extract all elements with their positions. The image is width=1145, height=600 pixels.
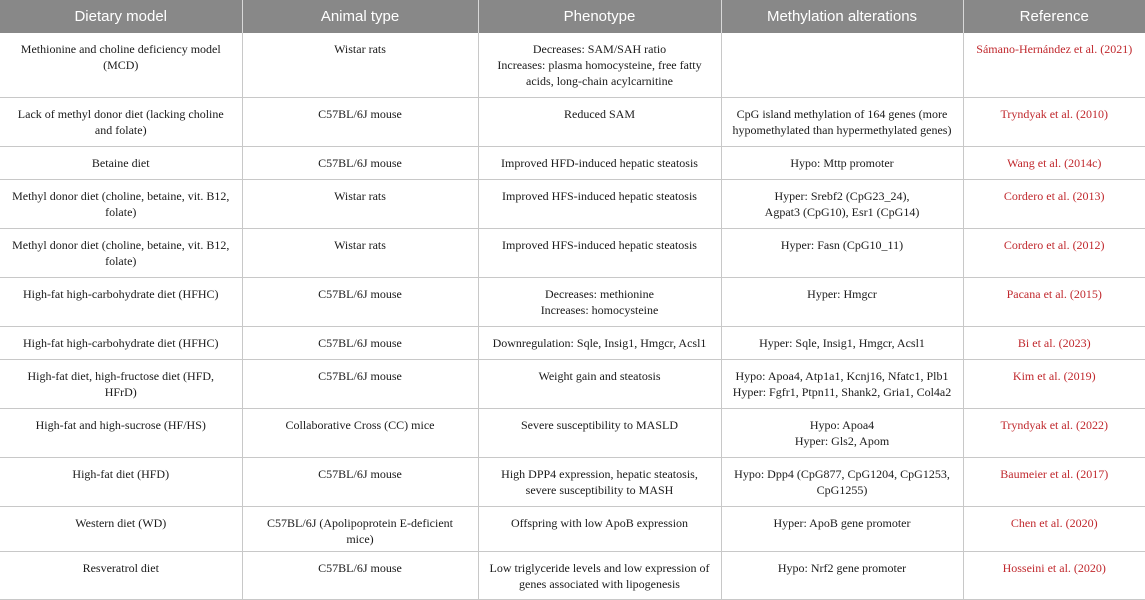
methylation-cell [721, 179, 963, 228]
methylation-cell-line: Agpat3 (CpG10), Esr1 (CpG14) [764, 204, 920, 219]
dietary-model-cell [0, 33, 242, 97]
methylation-cell [721, 326, 963, 359]
table-row [0, 277, 1145, 326]
methylation-cell-line: Hyper: Fasn (CpG10_11) [780, 237, 904, 252]
methylation-cell-line: Hyper: Hmgcr [807, 286, 877, 301]
phenotype-cell [478, 506, 721, 551]
methylation-cell-line: CpG island methylation of 164 genes (more [736, 106, 948, 121]
methylation-cell-line: Hypo: Apoa4 [809, 417, 875, 432]
methylation-cell [721, 359, 963, 408]
header-reference: Reference [963, 0, 1145, 33]
phenotype-cell-line: Increases: homocysteine [540, 302, 659, 317]
phenotype-cell-line: Offspring with low ApoB expression [510, 515, 689, 530]
table-row [0, 506, 1145, 551]
animal-type-cell [242, 179, 478, 228]
phenotype-cell [478, 228, 721, 277]
dietary-model-cell [0, 551, 242, 599]
header-dietary-model: Dietary model [0, 0, 242, 33]
header-phenotype: Phenotype [478, 0, 721, 33]
dietary-model-cell-line: Methyl donor diet (choline, betaine, vit. B12, [12, 188, 230, 203]
reference-link[interactable]: Chen et al. (2020) [963, 506, 1145, 551]
dietary-model-cell-line: Lack of methyl donor diet (lacking choline [17, 106, 224, 121]
phenotype-cell-line: Improved HFS-induced hepatic steatosis [502, 237, 697, 252]
dietary-model-cell-line: High-fat and high-sucrose (HF/HS) [35, 417, 206, 432]
phenotype-cell-line: Weight gain and steatosis [538, 368, 661, 383]
methylation-cell-line: Hyper: Sqle, Insig1, Hmgcr, Acsl1 [759, 335, 925, 350]
dietary-model-cell-line: (MCD) [103, 58, 139, 72]
table-row [0, 97, 1145, 146]
dietary-model-cell-line: High-fat diet (HFD) [72, 466, 170, 481]
methylation-cell-line: Hypo: Mttp promoter [790, 155, 894, 170]
phenotype-cell [478, 326, 721, 359]
animal-type-cell-line: Collaborative Cross (CC) mice [285, 417, 435, 432]
table-row [0, 408, 1145, 457]
phenotype-cell-line: Decreases: methionine [545, 286, 654, 301]
dietary-model-cell-line: folate) [105, 253, 137, 268]
phenotype-cell-line: Low triglyceride levels and low expression of [489, 560, 710, 575]
dietary-model-cell-line: folate) [105, 204, 137, 219]
reference-link[interactable]: Kim et al. (2019) [963, 359, 1145, 408]
dietary-model-cell [0, 179, 242, 228]
dietary-model-cell [0, 457, 242, 506]
table-row [0, 146, 1145, 179]
header-row [0, 0, 1145, 33]
methylation-cell-line: CpG1255) [816, 482, 868, 497]
phenotype-cell [478, 179, 721, 228]
methylation-cell [721, 551, 963, 599]
table-row [0, 457, 1145, 506]
table-row [0, 326, 1145, 359]
reference-link[interactable]: Cordero et al. (2012) [963, 228, 1145, 277]
header-animal-type: Animal type [242, 0, 478, 33]
methylation-cell-line: Hyper: Gls2, Apom [794, 433, 890, 448]
animal-type-cell [242, 33, 478, 97]
dietary-model-cell [0, 277, 242, 326]
methylation-cell [721, 97, 963, 146]
methylation-cell [721, 228, 963, 277]
dietary-model-cell [0, 97, 242, 146]
dietary-model-cell [0, 228, 242, 277]
dietary-model-cell [0, 506, 242, 551]
reference-link[interactable]: Baumeier et al. (2017) [963, 457, 1145, 506]
phenotype-cell-line: severe susceptibility to MASH [525, 482, 674, 497]
dietary-model-cell-line: High-fat high-carbohydrate diet (HFHC) [22, 286, 219, 301]
animal-type-cell [242, 326, 478, 359]
dietary-model-cell [0, 359, 242, 408]
animal-type-cell-line: Wistar rats [334, 42, 386, 56]
methylation-cell-line: Hypo: Nrf2 gene promoter [777, 560, 907, 575]
animal-type-cell-line: C57BL/6J mouse [318, 286, 402, 301]
methylation-cell [721, 506, 963, 551]
phenotype-cell [478, 359, 721, 408]
table-body [0, 33, 1145, 599]
phenotype-cell-line: acids, long-chain acylcarnitine [526, 74, 673, 88]
dietary-model-cell-line: HFrD) [104, 384, 137, 399]
phenotype-cell-line: Improved HFS-induced hepatic steatosis [502, 188, 697, 203]
animal-type-cell [242, 506, 478, 551]
methylation-cell [721, 33, 963, 97]
animal-type-cell-line: C57BL/6J mouse [318, 466, 402, 481]
phenotype-cell-line: Severe susceptibility to MASLD [521, 417, 678, 432]
animal-type-cell [242, 97, 478, 146]
reference-link[interactable]: Bi et al. (2023) [963, 326, 1145, 359]
animal-type-cell-line: C57BL/6J (Apolipoprotein E-deficient mice) [267, 515, 453, 546]
animal-type-cell [242, 146, 478, 179]
reference-link[interactable]: Sámano-Hernández et al. (2021) [963, 33, 1145, 97]
animal-type-cell-line: C57BL/6J mouse [318, 560, 402, 575]
phenotype-cell-line: genes associated with lipogenesis [519, 576, 680, 591]
methylation-cell-line: Hyper: ApoB gene promoter [773, 515, 911, 530]
phenotype-cell-line: Downregulation: Sqle, Insig1, Hmgcr, Acsl1 [492, 335, 707, 350]
animal-type-cell-line: C57BL/6J mouse [318, 368, 402, 383]
dietary-model-cell [0, 408, 242, 457]
phenotype-cell-line: Decreases: SAM/SAH ratio [532, 42, 667, 56]
animal-type-cell [242, 228, 478, 277]
table-row [0, 359, 1145, 408]
dietary-model-cell-line: Methyl donor diet (choline, betaine, vit. B12, [12, 237, 230, 252]
dietary-model-cell-line: Betaine diet [91, 155, 150, 170]
dietary-model-cell-line: and folate) [94, 122, 147, 137]
table-row [0, 33, 1145, 97]
animal-type-cell [242, 551, 478, 599]
animal-type-cell [242, 277, 478, 326]
phenotype-cell [478, 97, 721, 146]
animal-type-cell [242, 359, 478, 408]
dietary-model-cell [0, 146, 242, 179]
methylation-cell-line: Hypo: Dpp4 (CpG877, CpG1204, CpG1253, [734, 466, 950, 481]
animal-type-cell-line: Wistar rats [334, 188, 386, 203]
phenotype-cell [478, 457, 721, 506]
reference-link[interactable]: Hosseini et al. (2020) [963, 551, 1145, 599]
header-methylation-alterations: Methylation alterations [721, 0, 963, 33]
phenotype-cell [478, 408, 721, 457]
reference-link[interactable]: Tryndyak et al. (2022) [963, 408, 1145, 457]
reference-link[interactable]: Cordero et al. (2013) [963, 179, 1145, 228]
methylation-cell [721, 277, 963, 326]
phenotype-cell [478, 277, 721, 326]
methylation-cell-line: Hyper: Fgfr1, Ptpn11, Shank2, Gria1, Col4a2 [732, 384, 952, 399]
phenotype-cell-line: Reduced SAM [564, 106, 635, 121]
animal-type-cell-line: Wistar rats [334, 237, 386, 252]
methylation-cell-line: Hypo: Apoa4, Atp1a1, Kcnj16, Nfatc1, Plb1 [735, 368, 949, 383]
phenotype-cell [478, 146, 721, 179]
reference-link[interactable]: Pacana et al. (2015) [963, 277, 1145, 326]
phenotype-cell [478, 33, 721, 97]
phenotype-cell-line: Improved HFD-induced hepatic steatosis [501, 155, 698, 170]
table-row [0, 179, 1145, 228]
dietary-model-cell [0, 326, 242, 359]
table-row [0, 551, 1145, 599]
methylation-cell-line: Hyper: Srebf2 (CpG23_24), [774, 188, 910, 203]
methylation-cell [721, 408, 963, 457]
methylation-cell [721, 457, 963, 506]
animal-type-cell-line: C57BL/6J mouse [318, 155, 402, 170]
animal-type-cell [242, 457, 478, 506]
reference-link[interactable]: Wang et al. (2014c) [963, 146, 1145, 179]
table-row [0, 228, 1145, 277]
reference-link[interactable]: Tryndyak et al. (2010) [963, 97, 1145, 146]
dietary-model-cell-line: Resveratrol diet [82, 560, 159, 575]
dietary-model-cell-line: High-fat high-carbohydrate diet (HFHC) [22, 335, 219, 350]
dietary-model-cell-line: Methionine and choline deficiency model [20, 42, 221, 56]
methylation-cell [721, 146, 963, 179]
animal-type-cell [242, 408, 478, 457]
methylation-cell-line: hypomethylated than hypermethylated genes) [732, 122, 952, 137]
phenotype-cell-line: Increases: plasma homocysteine, free fatty [497, 58, 702, 72]
phenotype-cell-line: High DPP4 expression, hepatic steatosis, [501, 466, 698, 481]
animal-type-cell-line: C57BL/6J mouse [318, 335, 402, 350]
dietary-model-cell-line: High-fat diet, high-fructose diet (HFD, [27, 368, 215, 383]
animal-type-cell-line: C57BL/6J mouse [318, 106, 402, 121]
dietary-model-cell-line: Western diet (WD) [75, 515, 167, 530]
phenotype-cell [478, 551, 721, 599]
